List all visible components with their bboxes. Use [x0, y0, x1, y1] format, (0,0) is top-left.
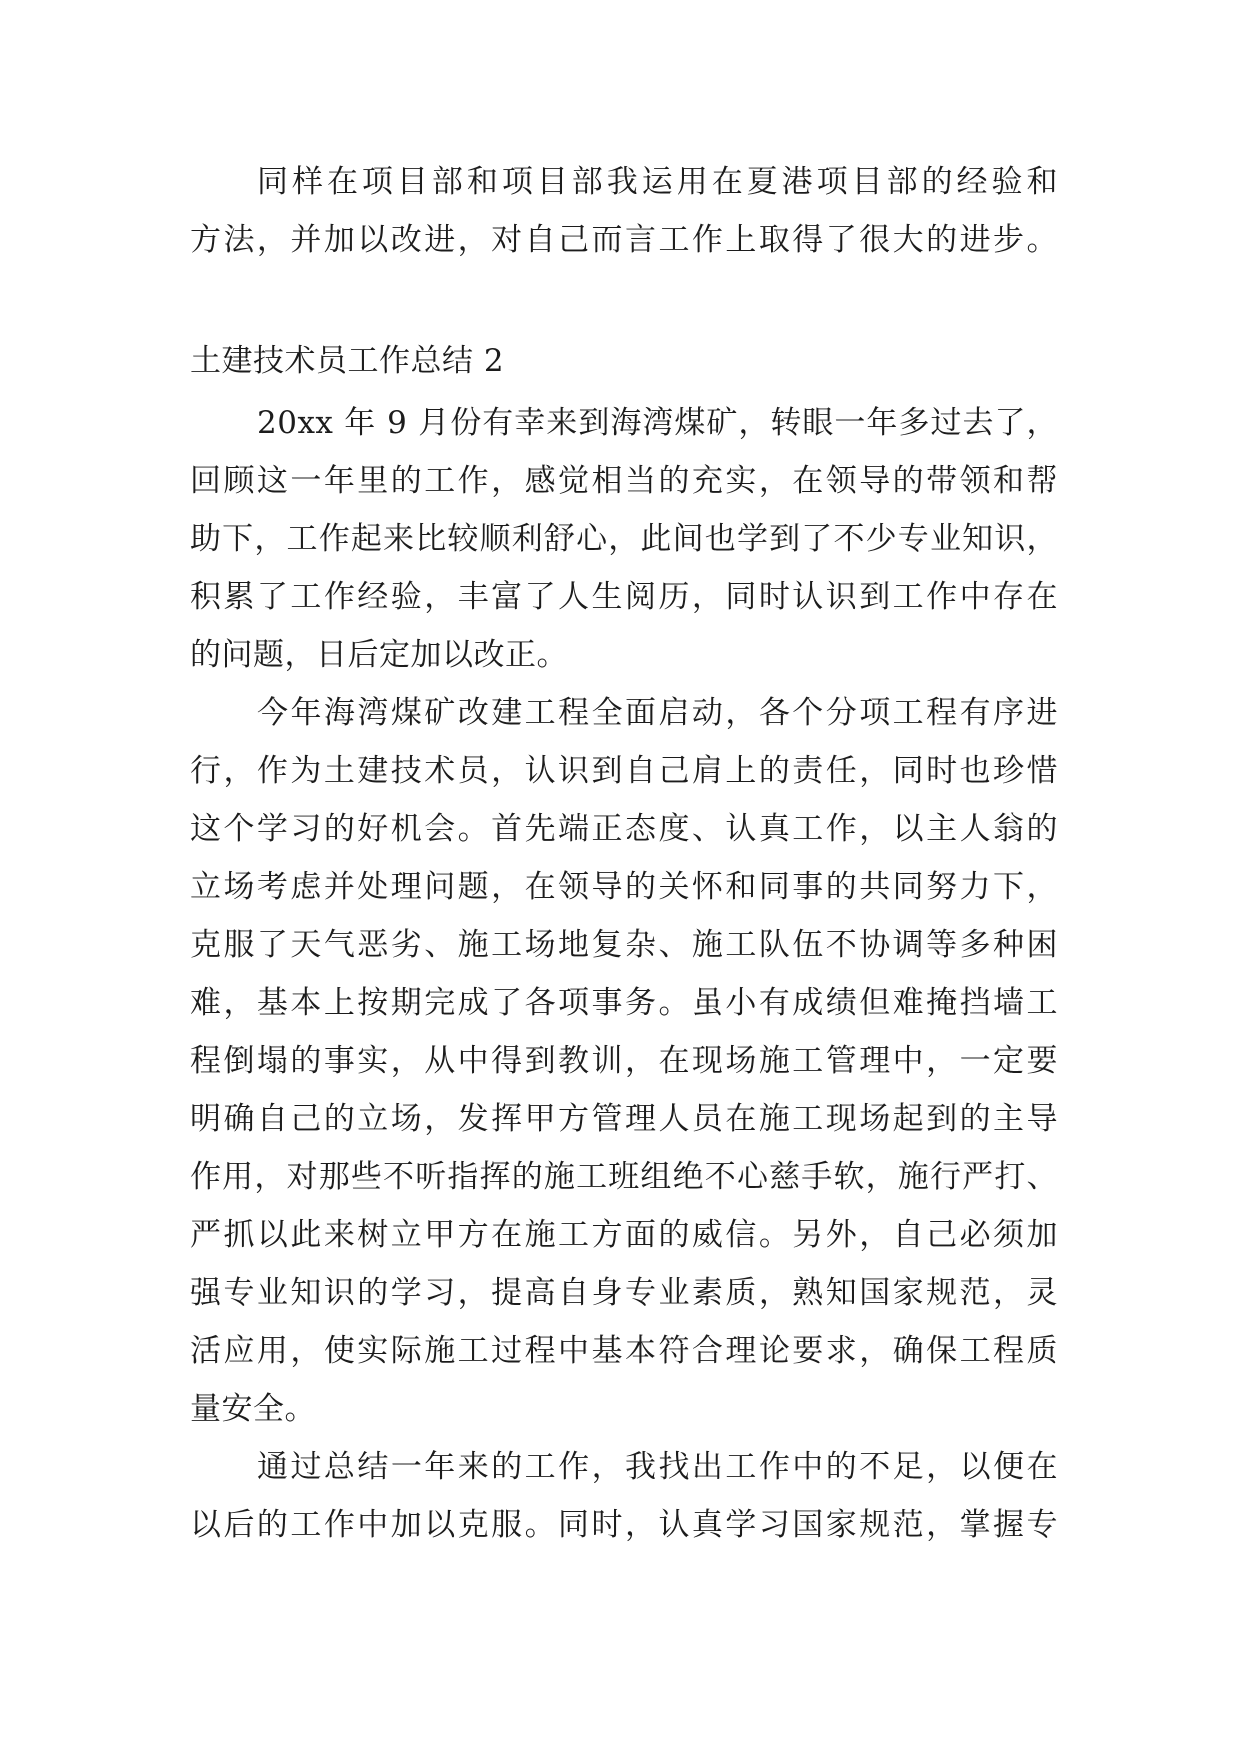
paragraph-line: 20xx 年 9 月份有幸来到海湾煤矿，转眼一年多过去了， [257, 405, 1058, 441]
paragraph-line: 以后的工作中加以克服。同时，认真学习国家规范，掌握专 [190, 1507, 1058, 1543]
paragraph [190, 684, 1058, 1438]
paragraph-line: 积累了工作经验，丰富了人生阅历，同时认识到工作中存在 [190, 579, 1058, 615]
paragraph-line: 方法，并加以改进，对自己而言工作上取得了很大的进步。 [190, 222, 1058, 258]
paragraph-line: 严抓以此来树立甲方在施工方面的威信。另外，自己必须加 [190, 1217, 1058, 1253]
paragraph-line: 回顾这一年里的工作，感觉相当的充实，在领导的带领和帮 [190, 463, 1058, 499]
paragraph-line: 明确自己的立场，发挥甲方管理人员在施工现场起到的主导 [190, 1101, 1058, 1137]
paragraph [190, 153, 1058, 269]
paragraph-line: 同样在项目部和项目部我运用在夏港项目部的经验和 [257, 164, 1058, 200]
paragraph-line: 行，作为土建技术员，认识到自己肩上的责任，同时也珍惜 [190, 753, 1058, 789]
paragraph-line: 强专业知识的学习，提高自身专业素质，熟知国家规范，灵 [190, 1275, 1058, 1311]
paragraph-line: 难，基本上按期完成了各项事务。虽小有成绩但难掩挡墙工 [190, 985, 1058, 1021]
document-body [190, 153, 1058, 1554]
paragraph-line: 活应用，使实际施工过程中基本符合理论要求，确保工程质 [190, 1333, 1058, 1369]
section-heading: 土建技术员工作总结 2 [190, 343, 505, 379]
paragraph-line: 今年海湾煤矿改建工程全面启动，各个分项工程有序进 [257, 695, 1058, 731]
paragraph-line: 作用，对那些不听指挥的施工班组绝不心慈手软，施行严打、 [190, 1159, 1058, 1195]
paragraph-line: 立场考虑并处理问题，在领导的关怀和同事的共同努力下， [190, 869, 1058, 905]
paragraph-line: 助下，工作起来比较顺利舒心，此间也学到了不少专业知识， [190, 521, 1058, 557]
paragraph-line: 程倒塌的事实，从中得到教训，在现场施工管理中，一定要 [190, 1043, 1058, 1079]
paragraph-line: 这个学习的好机会。首先端正态度、认真工作，以主人翁的 [190, 811, 1058, 847]
paragraph-line: 量安全。 [190, 1391, 316, 1427]
paragraph [190, 394, 1058, 684]
paragraph-line: 的问题，日后定加以改正。 [190, 637, 568, 673]
paragraph-line: 克服了天气恶劣、施工场地复杂、施工队伍不协调等多种困 [190, 927, 1058, 963]
paragraph-line: 通过总结一年来的工作，我找出工作中的不足，以便在 [257, 1449, 1058, 1485]
paragraph [190, 1438, 1058, 1554]
